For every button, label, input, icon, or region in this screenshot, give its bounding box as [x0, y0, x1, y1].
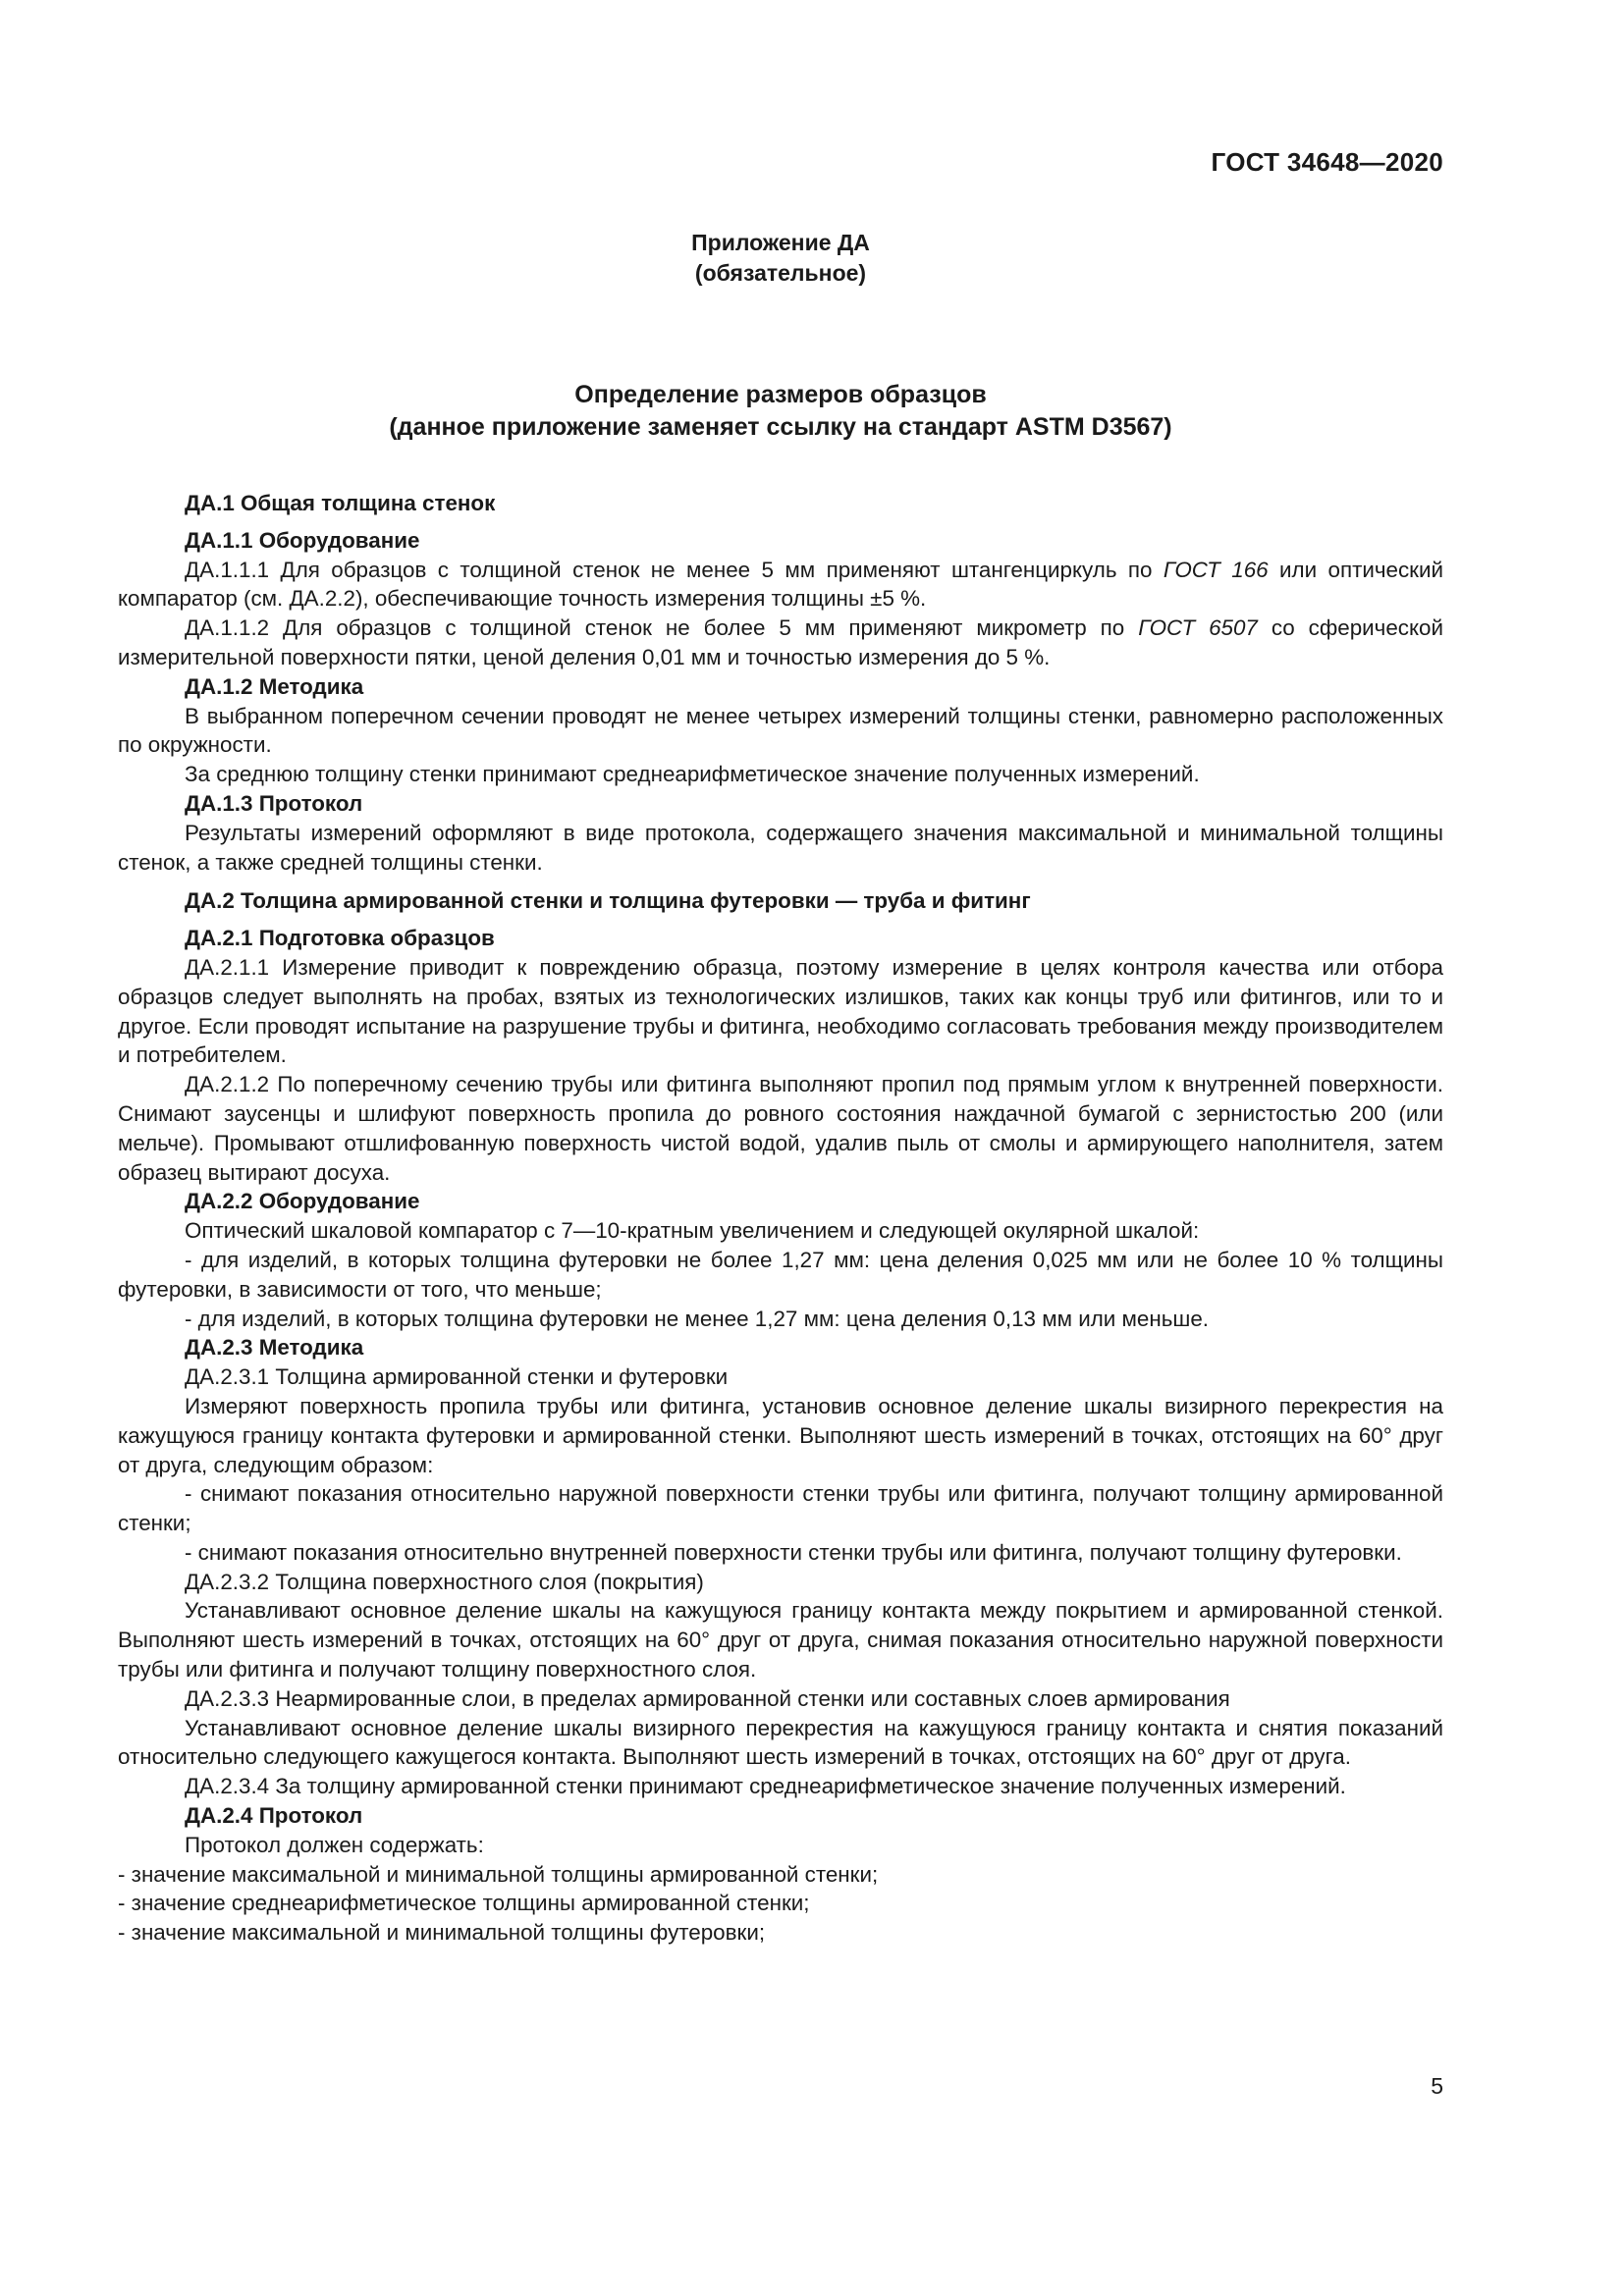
list-item: - снимают показания относительно наружной поверхности стенки трубы или фитинга, получают толщину армированной стенки; — [118, 1481, 1443, 1536]
subsection-heading: ДА.1.1 Оборудование — [185, 527, 420, 553]
subsection-heading: ДА.1.3 Протокол — [185, 790, 363, 816]
document-code: ГОСТ 34648—2020 — [1211, 147, 1443, 177]
paragraph: За среднюю толщину стенки принимают среднеарифметическое значение полученных измерений. — [185, 762, 1200, 787]
paragraph-text: ДА.1.1.2 Для образцов с толщиной стенок не более 5 мм применяют микрометр по — [185, 615, 1139, 641]
paragraph — [118, 556, 1443, 614]
paragraph: Устанавливают основное деление шкалы визирного перекрестия на кажущуюся границу контакта и снятия показаний относительно следующего кажущегося контакта. Выполняют шесть измерений в точках, отстоящих на 60° друг от друга. — [118, 1715, 1443, 1770]
paragraph-text: или оптический компаратор (см. ДА.2.2), обеспечивающие точность измерения толщины ±5 %. — [118, 557, 1443, 612]
section-heading: ДА.2 Толщина армированной стенки и толщина футеровки — труба и фитинг — [185, 888, 1031, 914]
paragraph: ДА.2.3.1 Толщина армированной стенки и футеровки — [185, 1364, 729, 1390]
list-item: - для изделий, в которых толщина футеровки не более 1,27 мм: цена деления 0,025 мм или не более 10 % толщины футеровки, в зависимости от того, что меньше; — [118, 1247, 1443, 1302]
subsection-heading: ДА.1.2 Методика — [185, 673, 364, 699]
paragraph: Результаты измерений оформляют в виде протокола, содержащего значения максимальной и минимальной толщины стенок, а также средней толщины стенки. — [118, 820, 1443, 875]
list-item: - для изделий, в которых толщина футеровки не менее 1,27 мм: цена деления 0,13 мм или меньше. — [185, 1306, 1210, 1331]
paragraph: Оптический шкаловой компаратор с 7—10-кратным увеличением и следующей окулярной шкалой: — [185, 1218, 1200, 1244]
subsection-heading: ДА.2.4 Протокол — [185, 1803, 363, 1829]
paragraph: Протокол должен содержать: — [185, 1832, 484, 1857]
paragraph: ДА.2.3.4 За толщину армированной стенки принимают среднеарифметическое значение полученных измерений. — [185, 1774, 1346, 1799]
paragraph: Измеряют поверхность пропила трубы или фитинга, установив основное деление шкалы визирного перекрестия на кажущуюся границу контакта футеровки и армированной стенки. Выполняют шесть измерений в точках, отстоящих на 60° друг от друга, следующим образом: — [118, 1393, 1443, 1477]
paragraph — [118, 614, 1443, 672]
appendix-label: Приложение ДА — [691, 230, 870, 255]
document-body — [118, 489, 1443, 1948]
subsection-heading: ДА.2.3 Методика — [185, 1335, 364, 1361]
title-line-1: Определение размеров образцов — [574, 381, 987, 408]
standard-reference: ГОСТ 6507 — [1138, 615, 1258, 641]
subsection-heading: ДА.2.1 Подготовка образцов — [185, 926, 495, 951]
paragraph: ДА.2.3.3 Неармированные слои, в пределах армированной стенки или составных слоев армирования — [185, 1685, 1230, 1711]
section-heading: ДА.1 Общая толщина стенок — [185, 491, 496, 515]
paragraph: Устанавливают основное деление шкалы на кажущуюся границу контакта между покрытием и армированной стенкой. Выполняют шесть измерений в точках, отстоящих на 60° друг от друга, снимая показания относительно наружной поверхности трубы или фитинга и получают толщину поверхностного слоя. — [118, 1598, 1443, 1682]
list-item: - значение максимальной и минимальной толщины футеровки; — [118, 1920, 766, 1946]
paragraph-text: со сферической измерительной поверхности пятки, ценой деления 0,01 мм и точностью измерения до 5 %. — [118, 615, 1443, 669]
title-line-2: (данное приложение заменяет ссылку на стандарт ASTM D3567) — [389, 413, 1172, 441]
list-item: - значение максимальной и минимальной толщины армированной стенки; — [118, 1861, 879, 1887]
page-number: 5 — [1431, 2073, 1443, 2099]
appendix-status: (обязательное) — [694, 260, 867, 286]
paragraph: ДА.2.1.1 Измерение приводит к повреждению образца, поэтому измерение в целях контроля качества или отбора образцов следует выполнять на пробах, взятых из технологических излишков, таких как концы труб или фитингов, или то и другое. Если проводят испытание на разрушение трубы и фитинга, необходимо согласовать требования между производителем и потребителем. — [118, 954, 1443, 1068]
list-item: - значение среднеарифметическое толщины армированной стенки; — [118, 1891, 810, 1916]
subsection-heading: ДА.2.2 Оборудование — [185, 1189, 420, 1214]
document-page — [118, 0, 1443, 2296]
paragraph: В выбранном поперечном сечении проводят не менее четырех измерений толщины стенки, равномерно расположенных по окружности. — [118, 703, 1443, 758]
list-item: - снимают показания относительно внутренней поверхности стенки трубы или фитинга, получают толщину футеровки. — [185, 1539, 1402, 1565]
appendix-heading — [118, 228, 1443, 289]
paragraph: ДА.2.3.2 Толщина поверхностного слоя (покрытия) — [185, 1569, 704, 1594]
paragraph-text: ДА.1.1.1 Для образцов с толщиной стенок не менее 5 мм применяют штангенциркуль по — [185, 557, 1164, 582]
appendix-title — [118, 379, 1443, 444]
standard-reference: ГОСТ 166 — [1163, 557, 1269, 582]
paragraph: ДА.2.1.2 По поперечному сечению трубы или фитинга выполняют пропил под прямым углом к внутренней поверхности. Снимают заусенцы и шлифуют поверхность пропила до ровного состояния наждачной бумагой с зернистостью 200 (или мельче). Промывают отшлифованную поверхность чистой водой, удалив пыль от смолы и армирующего наполнителя, затем образец вытирают досуха. — [118, 1072, 1443, 1185]
